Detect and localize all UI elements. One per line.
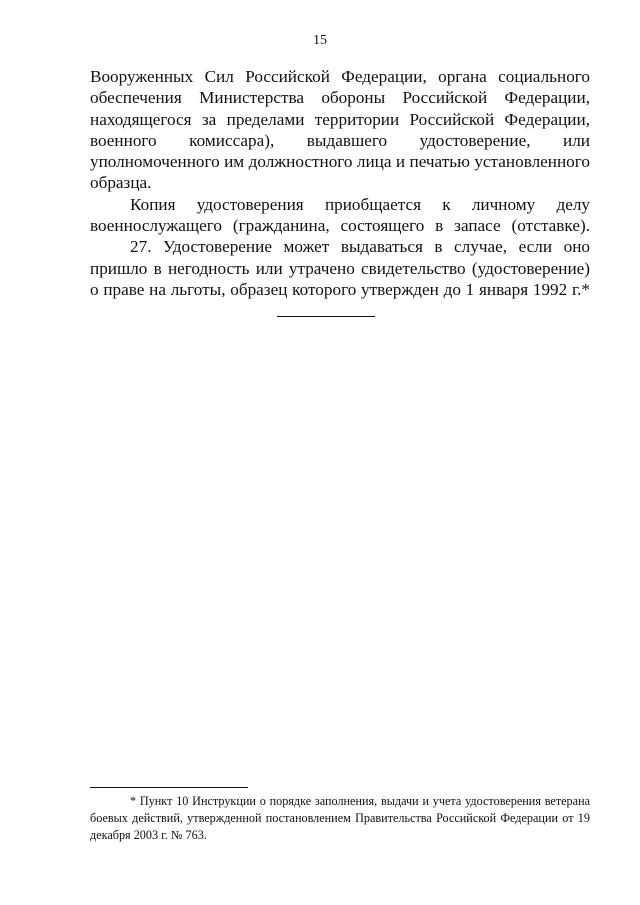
footnote-rule: [90, 787, 248, 788]
paragraph-continuation: Вооруженных Сил Российской Федерации, органа социального обеспечения Министерства обороны Российской Федерации, находящегося за пределами территории Российской Федерации, военного комиссара), выдавшего удостоверение, или уполномоченного им должностного лица и печатью установленного образца.: [90, 67, 590, 193]
page-number: 15: [313, 33, 327, 48]
footnote-text: * Пункт 10 Инструкции о порядке заполнения, выдачи и учета удостоверения ветерана боевых действий, утвержденной постановлением Правительства Российской Федерации от 19 декабря 2003 г. № 763.: [90, 794, 590, 842]
document-body: [90, 66, 590, 300]
section-separator-line: [277, 316, 375, 317]
paragraph-item-27: 27. Удостоверение может выдаваться в случае, если оно пришло в негодность или утрачено свидетельство (удостоверение) о праве на льготы, образец которого утвержден до 1 января 1992 г.*: [90, 237, 590, 299]
paragraph-copy-note: Копия удостоверения приобщается к личному делу военнослужащего (гражданина, состоящего в запасе (отставке).: [90, 194, 590, 236]
